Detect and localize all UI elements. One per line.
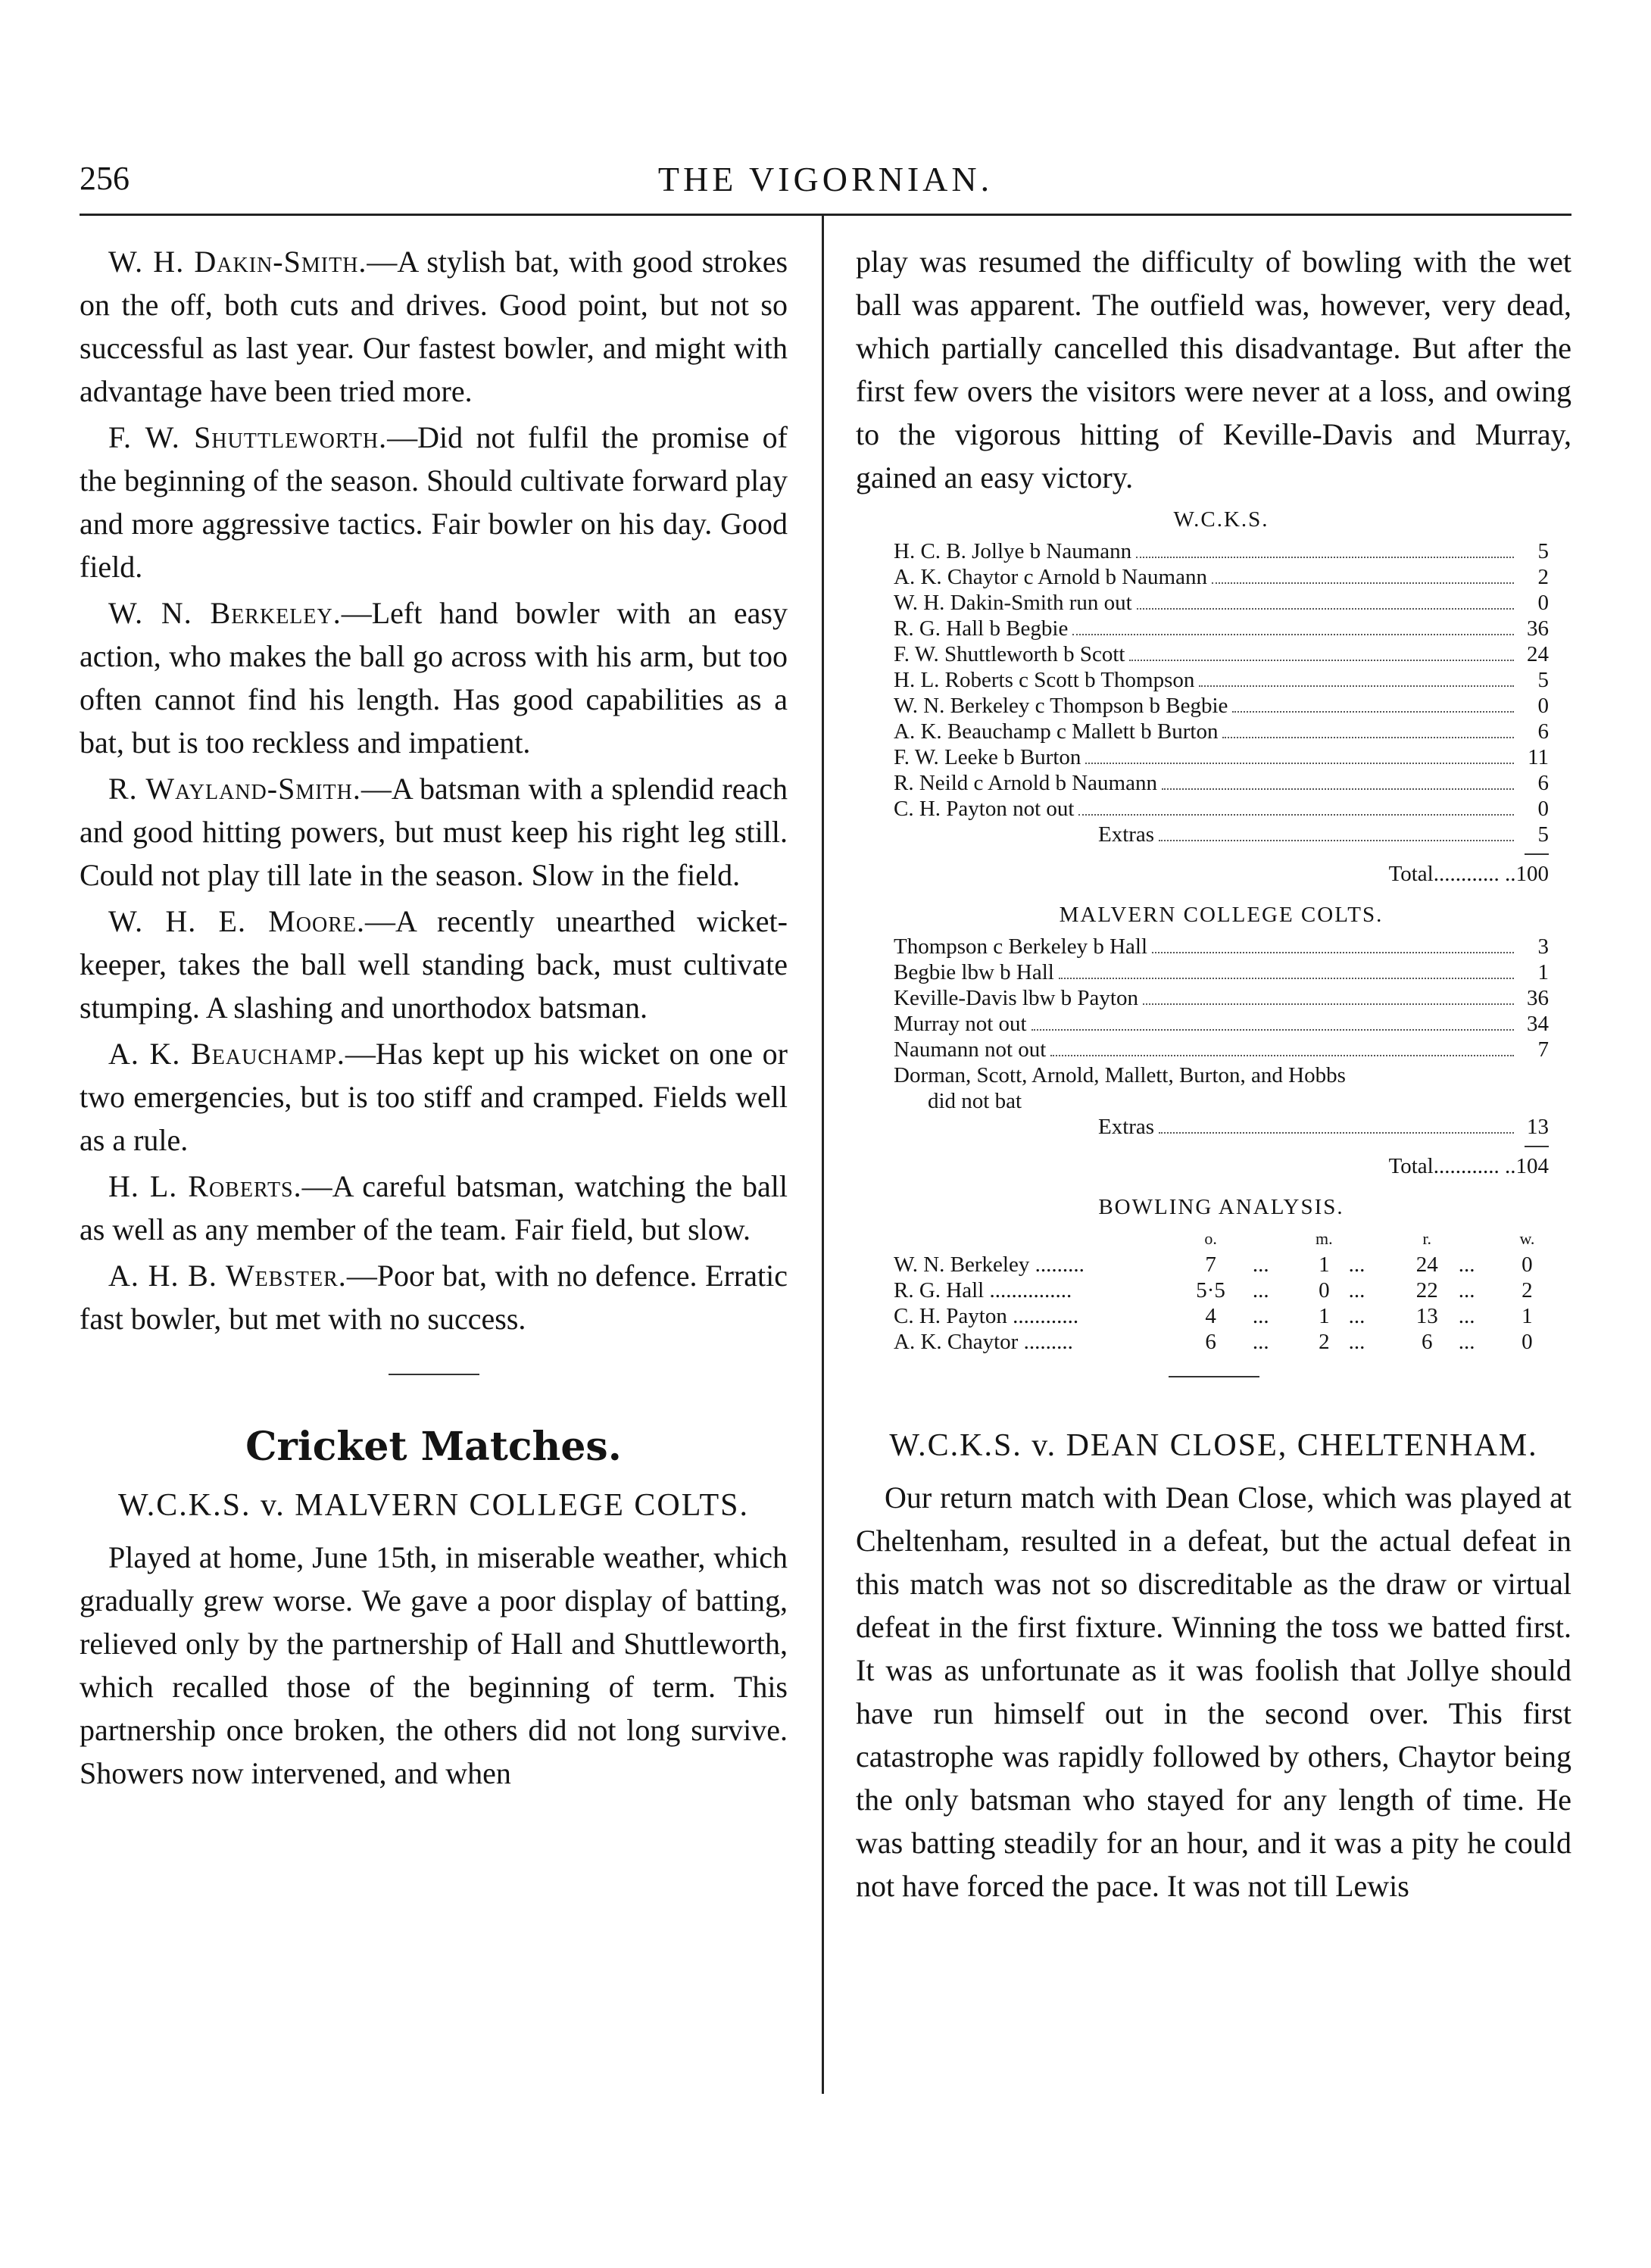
bowling-row: C. H. Payton ............ 4 ... 1 ... 13 ... 1: [894, 1304, 1533, 1328]
match2-report: Our return match with Dean Close, which was played at Cheltenham, resulted in a defeat, but the actual defeat in this match was not so discreditable as the draw or virtual defeat in the first fixture. Winning the toss we batted first. It was as unfortunate as it was foolish that Jollye should have run himself out in the second over. This first catastrophe was rapidly followed by others, Chaytor being the only batsman who stayed for any length of time. He was batting steadily for an hour, and it was a pity he could not have forced the pace. It was not till Lewis: [856, 1480, 1571, 1903]
critique-berkeley: W. N. Berkeley.—Left hand bowler with an easy action, who makes the ball go across with his arm, but too often cannot find his length. Has good capabilities as a bat, but is too reckless and impatient.: [80, 596, 788, 760]
bowling-row: R. G. Hall ............... 5·5 ... 0 ... 22 ... 2: [894, 1278, 1533, 1302]
batting-row: Thompson c Berkeley b Hall 3: [894, 934, 1549, 959]
batting-row: Begbie lbw b Hall 1: [894, 960, 1549, 984]
match1-report-part2: play was resumed the difficulty of bowling with the wet ball was apparent. The outfield was, however, very dead, which partially cancelled this disadvantage. But after the first few overs the visitors were never at a loss, and owing to the vigorous hitting of Keville-Davis and Murray, gained an easy victory.: [856, 245, 1571, 494]
critique-roberts: H. L. Roberts.—A careful batsman, watching the ball as well as any member of the team. Fair field, but slow.: [80, 1169, 788, 1246]
did-not-bat-line2: did not bat: [928, 1089, 1022, 1113]
match1-heading: W.C.K.S. v. MALVERN COLLEGE COLTS.: [117, 1488, 750, 1523]
batting-row: F. W. Shuttleworth b Scott 24: [894, 642, 1549, 666]
scorecard-malvern-rows: [894, 934, 1549, 1179]
section-divider: [389, 1374, 479, 1375]
batting-row: H. L. Roberts c Scott b Thompson 5: [894, 668, 1549, 692]
batting-row: Murray not out 34: [894, 1012, 1549, 1036]
bowling-title: BOWLING ANALYSIS.: [1098, 1195, 1344, 1219]
match1-report-part1: Played at home, June 15th, in miserable weather, which gradually grew worse. We gave a poor display of batting, relieved only by the partnership of Hall and Shuttleworth, which recalled those of the beginning of term. This partnership once broken, the others did not long survive. Showers now intervened, and when: [80, 1540, 788, 1790]
critique-dakin-smith: W. H. Dakin-Smith.—A stylish bat, with good strokes on the off, both cuts and drives. Good point, but not so successful as last year. Our fastest bowler, and might with advantage have been tried more.: [80, 245, 788, 408]
critique-wayland-smith: R. Wayland-Smith.—A batsman with a splendid reach and good hitting powers, but must keep his right leg still. Could not play till late in the season. Slow in the field.: [80, 772, 788, 892]
bowling-table: o. m. r. w. W. N. Berkeley ......... 7 ... 1 ... 24 ... 0 R. G. Hall ............... 5·5 ... 0 ... 22 ... 2 C. H. Payton ............ 4 ... 1 ... 13 ... 1 A. K. Chaytor ......... 6 ... 2 ... 6 ... 0: [894, 1226, 1549, 1355]
batting-row: W. H. Dakin-Smith run out 0: [894, 591, 1549, 615]
batting-row: Naumann not out 7: [894, 1037, 1549, 1062]
header-rule: [80, 214, 1571, 216]
batting-row: A. K. Beauchamp c Mallett b Burton 6: [894, 719, 1549, 744]
scorecard-wcks-title: W.C.K.S.: [1173, 507, 1269, 532]
match2-heading: W.C.K.S. v. DEAN CLOSE, CHELTENHAM.: [889, 1428, 1538, 1463]
scorecard-wcks-rows: [894, 538, 1549, 887]
batting-row: Keville-Davis lbw b Payton 36: [894, 986, 1549, 1010]
batting-row: H. C. B. Jollye b Naumann 5: [894, 539, 1549, 563]
total-row: Total............ ..100: [1388, 862, 1549, 886]
batting-row: R. G. Hall b Begbie 36: [894, 616, 1549, 641]
section-heading: Cricket Matches.: [245, 1424, 622, 1470]
batting-row: A. K. Chaytor c Arnold b Naumann 2: [894, 565, 1549, 589]
right-column: [856, 240, 1571, 1911]
page-number: 256: [80, 160, 130, 197]
total-row: Total............ ..104: [1388, 1154, 1549, 1178]
critique-beauchamp: A. K. Beauchamp.—Has kept up his wicket on one or two emergencies, but is too stiff and cramped. Fields well as a rule.: [80, 1037, 788, 1157]
scorecard-wcks: [894, 507, 1549, 1355]
bowling-row: A. K. Chaytor ......... 6 ... 2 ... 6 ... 0: [894, 1330, 1533, 1354]
batting-row: F. W. Leeke b Burton 11: [894, 745, 1549, 769]
extras-row: Extras 5: [1098, 822, 1549, 847]
critique-shuttleworth: F. W. Shuttleworth.—Did not fulfil the promise of the beginning of the season. Should cultivate forward play and more aggressive tactics. Fair bowler on his day. Good field.: [80, 420, 788, 584]
critique-webster: A. H. B. Webster.—Poor bat, with no defence. Erratic fast bowler, but met with no success.: [80, 1259, 788, 1336]
left-column: [80, 240, 788, 1798]
critique-moore: W. H. E. Moore.—A recently unearthed wicket-keeper, takes the ball well standing back, must cultivate stumping. A slashing and unorthodox batsman.: [80, 904, 788, 1025]
scorecard-malvern-title: MALVERN COLLEGE COLTS.: [1059, 903, 1384, 927]
column-divider: [822, 216, 824, 2094]
did-not-bat-line1: Dorman, Scott, Arnold, Mallett, Burton, and Hobbs: [894, 1063, 1346, 1087]
extras-row: Extras 13: [1098, 1115, 1549, 1139]
batting-row: R. Neild c Arnold b Naumann 6: [894, 771, 1549, 795]
batting-row: W. N. Berkeley c Thompson b Begbie 0: [894, 694, 1549, 718]
journal-title: THE VIGORNIAN.: [657, 160, 994, 198]
bowling-row: W. N. Berkeley ......... 7 ... 1 ... 24 ... 0: [894, 1253, 1533, 1277]
batting-row: C. H. Payton not out 0: [894, 797, 1549, 821]
match-divider: [1169, 1376, 1259, 1377]
